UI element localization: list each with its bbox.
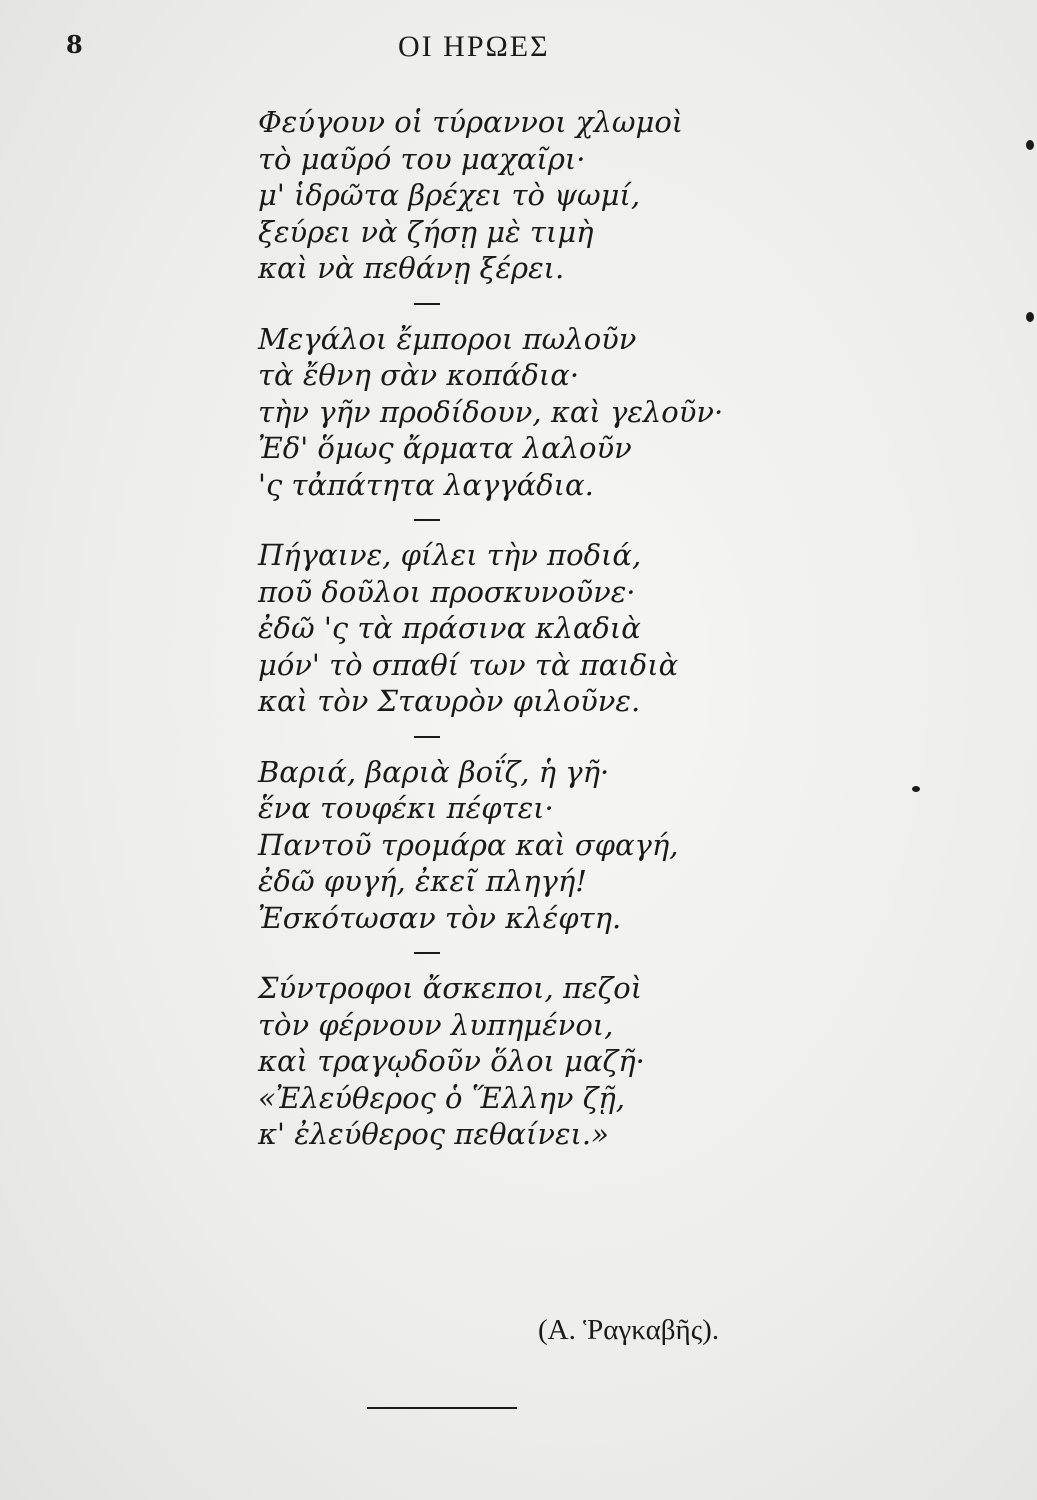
stanza-divider [414, 303, 440, 305]
poem-line: Ἐδ' ὅμως ἄρματα λαλοῦν [258, 431, 632, 465]
poem-line: καὶ νὰ πεθάνῃ ξέρει. [258, 251, 565, 285]
poem-line: Σύντροφοι ἄσκεποι, πεζοὶ [258, 971, 643, 1005]
poem-line: Πήγαινε, φίλει τὴν ποδιά, [258, 538, 642, 572]
author-signature: (Α. Ῥαγκαβῆς). [538, 1314, 720, 1346]
stanza-divider [414, 519, 440, 521]
ink-speck [1026, 140, 1034, 150]
poem-line: τὸν φέρνουν λυπημένοι, [258, 1007, 614, 1042]
stanza-1 [258, 104, 718, 287]
poem-line: Μεγάλοι ἔμποροι πωλοῦν [258, 321, 637, 356]
poem-line: μ' ἱδρῶτα βρέχει τὸ ψωμί, [258, 178, 641, 212]
ink-speck [1026, 312, 1034, 322]
poem-line: τὰ ἔθνη σὰν κοπάδια· [258, 358, 580, 392]
page-number: 8 [66, 30, 83, 59]
poem-line: κ' ἐλεύθερος πεθαίνει.» [258, 1117, 609, 1151]
stanza-2 [258, 321, 724, 504]
ink-speck [912, 786, 920, 792]
poem-line: 'ς τἀπάτητα λαγγάδια. [258, 467, 594, 502]
poem-line: Παντοῦ τρομάρα καὶ σφαγή, [258, 827, 679, 862]
stanza-divider [414, 952, 440, 954]
stanza-divider [414, 736, 440, 738]
poem-line: Βαριά, βαριὰ βοΐζ, ἡ γῆ· [258, 754, 610, 789]
poem-line: τὸ μαῦρό του μαχαῖρι· [258, 141, 586, 176]
page-title: ΟΙ ΗΡΩΕΣ [398, 30, 550, 63]
poem [258, 104, 724, 1153]
poem-line: Φεύγουν οἱ τύραννοι χλωμοὶ [258, 105, 684, 139]
poem-line: τὴν γῆν προδίδουν, καὶ γελοῦν· [258, 394, 724, 429]
poem-line: «Ἐλεύθερος ὁ Ἕλλην ζῇ, [258, 1080, 626, 1115]
poem-line: καὶ τραγῳδοῦν ὅλοι μαζῆ· [258, 1044, 645, 1078]
stanza-4 [258, 754, 718, 937]
poem-line: ἐδῶ φυγή, ἐκεῖ πληγή! [258, 864, 587, 898]
poem-line: ποῦ δοῦλοι προσκυνοῦνε· [258, 574, 636, 609]
poem-line: καὶ τὸν Σταυρὸν φιλοῦνε. [258, 684, 641, 718]
poem-line: ἕνα τουφέκι πέφτει· [258, 791, 554, 825]
stanza-3 [258, 537, 718, 720]
end-rule [367, 1407, 517, 1409]
poem-line: ἐδῶ 'ς τὰ πράσινα κλαδιὰ [258, 611, 641, 645]
poem-line: Ἐσκότωσαν τὸν κλέφτη. [258, 900, 622, 935]
poem-line: μόν' τὸ σπαθί των τὰ παιδιὰ [258, 647, 679, 682]
stanza-5 [258, 970, 718, 1153]
poem-line: ξεύρει νὰ ζήσῃ μὲ τιμὴ [258, 214, 594, 249]
